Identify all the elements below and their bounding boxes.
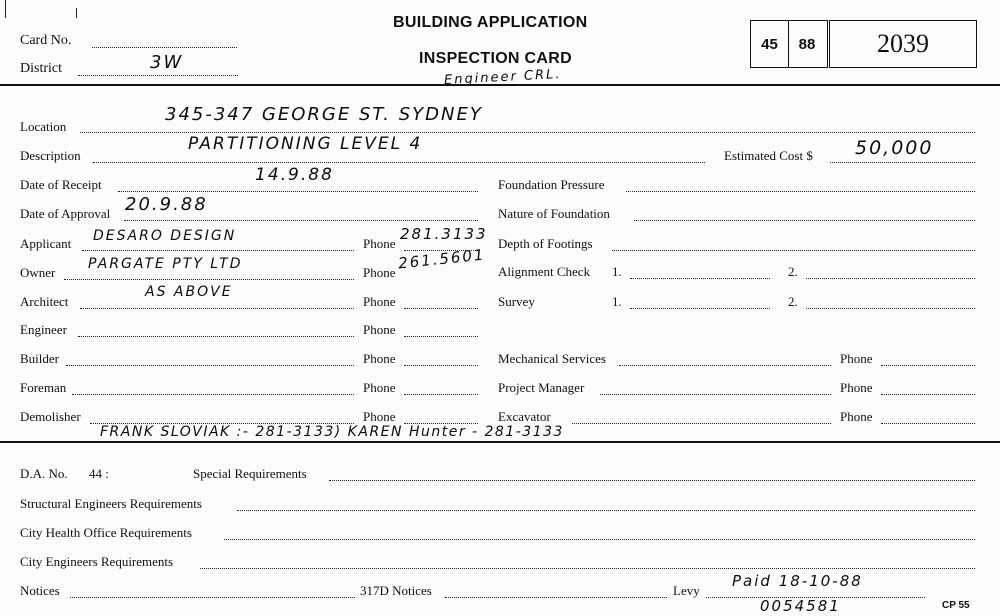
owner-phone-value: 261.5601 — [397, 245, 487, 273]
builder-label: Builder — [20, 351, 59, 366]
excavator-phone-label: Phone — [840, 409, 873, 424]
structural-engineers-label: Structural Engineers Requirements — [20, 496, 202, 511]
excavator-dots — [572, 423, 831, 424]
special-requirements-label: Special Requirements — [193, 466, 307, 481]
estimated-cost-label: Estimated Cost $ — [724, 148, 813, 163]
excavator-phone-dots — [881, 423, 975, 424]
project-manager-label: Project Manager — [498, 380, 585, 395]
card-no-label: Card No. — [20, 33, 72, 48]
notices-317d-label: 317D Notices — [360, 583, 432, 598]
levy-label: Levy — [673, 583, 700, 598]
alignment-check-1-dots — [630, 278, 770, 279]
engineer-dots — [78, 336, 354, 337]
date-of-receipt-label: Date of Receipt — [20, 177, 102, 192]
card-number-box: 2039 — [829, 20, 977, 68]
builder-dots — [66, 365, 354, 366]
foreman-dots — [72, 394, 354, 395]
mechanical-services-dots — [619, 365, 831, 366]
mechanical-services-label: Mechanical Services — [498, 351, 606, 366]
applicant-phone-label: Phone — [363, 236, 396, 251]
survey-2: 2. — [788, 294, 798, 309]
architect-value: AS ABOVE — [145, 284, 233, 300]
pen-mark — [76, 8, 77, 18]
owner-label: Owner — [20, 265, 56, 280]
survey-2-dots — [806, 308, 975, 309]
applicant-value: DESARO DESIGN — [93, 228, 237, 244]
survey-label: Survey — [498, 294, 535, 309]
nature-of-foundation-dots — [634, 220, 975, 221]
notices-317d-dots — [445, 597, 667, 598]
foreman-label: Foreman — [20, 380, 67, 395]
description-label: Description — [20, 148, 81, 163]
page-subtitle: INSPECTION CARD — [419, 50, 572, 67]
card-no-dots — [92, 47, 237, 48]
receipt-number: 0054581 — [760, 597, 841, 615]
city-engineers-label: City Engineers Requirements — [20, 554, 174, 569]
city-health-dots — [224, 539, 975, 540]
architect-phone-label: Phone — [363, 294, 396, 309]
engineer-phone-label: Phone — [363, 322, 396, 337]
survey-1-dots — [630, 308, 770, 309]
da-no-label: D.A. No. — [20, 466, 68, 481]
architect-dots — [80, 308, 354, 309]
applicant-phone-value: 281.3133 — [400, 225, 488, 243]
description-dots — [93, 162, 705, 163]
form-code: CP 55 — [942, 600, 970, 611]
survey-1: 1. — [612, 294, 622, 309]
engineer-label: Engineer — [20, 322, 67, 337]
foreman-phone-label: Phone — [363, 380, 396, 395]
engineer-phone-dots — [404, 336, 478, 337]
owner-phone-label: Phone — [363, 265, 396, 280]
notices-dots — [70, 597, 355, 598]
estimated-cost-dots — [830, 162, 975, 163]
mechanical-phone-label: Phone — [840, 351, 873, 366]
alignment-check-2-dots — [806, 278, 975, 279]
nature-of-foundation-label: Nature of Foundation — [498, 206, 610, 221]
builder-phone-dots — [404, 365, 478, 366]
location-label: Location — [20, 119, 67, 134]
date-of-approval-value: 20.9.88 — [125, 194, 208, 215]
section-rule — [0, 441, 1000, 443]
project-manager-phone-label: Phone — [840, 380, 873, 395]
applicant-dots — [82, 250, 354, 251]
demolisher-phone-label: Phone — [363, 409, 396, 424]
description-value: PARTITIONING LEVEL 4 — [188, 134, 423, 154]
foundation-pressure-dots — [626, 191, 975, 192]
foundation-pressure-label: Foundation Pressure — [498, 177, 605, 192]
card-code-box-1: 45 — [750, 20, 789, 68]
excavator-label: Excavator — [498, 409, 551, 424]
notices-label: Notices — [20, 583, 60, 598]
date-of-receipt-dots — [118, 191, 478, 192]
owner-value: PARGATE PTY LTD — [88, 256, 243, 272]
date-of-receipt-value: 14.9.88 — [255, 165, 334, 185]
owner-dots — [64, 279, 354, 280]
city-health-label: City Health Office Requirements — [20, 525, 192, 540]
city-engineers-dots — [200, 568, 975, 569]
builder-phone-label: Phone — [363, 351, 396, 366]
card-code-box-2: 88 — [787, 20, 828, 68]
header-rule — [0, 84, 1000, 86]
da-no-value: 44 : — [89, 466, 109, 481]
depth-of-footings-dots — [612, 250, 975, 251]
structural-engineers-dots — [237, 510, 975, 511]
district-label: District — [20, 61, 62, 76]
alignment-check-2: 2. — [788, 264, 798, 279]
estimated-cost-value: 50,000 — [855, 137, 934, 159]
project-manager-phone-dots — [881, 394, 975, 395]
applicant-label: Applicant — [20, 236, 72, 251]
alignment-check-label: Alignment Check — [498, 264, 591, 279]
location-dots — [80, 132, 975, 133]
page-title: BUILDING APPLICATION — [393, 14, 588, 31]
district-dots — [78, 75, 238, 76]
mechanical-phone-dots — [881, 365, 975, 366]
contact-note: FRANK SLOVIAK :- 281-3133) KAREN Hunter - 281-3133 — [100, 424, 564, 440]
depth-of-footings-label: Depth of Footings — [498, 236, 593, 251]
location-value: 345-347 GEORGE ST. SYDNEY — [165, 104, 483, 125]
special-requirements-dots — [329, 480, 975, 481]
architect-label: Architect — [20, 294, 69, 309]
demolisher-label: Demolisher — [20, 409, 81, 424]
foreman-phone-dots — [404, 394, 478, 395]
date-of-approval-dots — [124, 220, 478, 221]
project-manager-dots — [600, 394, 831, 395]
pen-mark — [5, 0, 6, 18]
engineer-note: Engineer CRL. — [443, 66, 562, 89]
date-of-approval-label: Date of Approval — [20, 206, 111, 221]
alignment-check-1: 1. — [612, 264, 622, 279]
district-value: 3W — [150, 52, 184, 73]
levy-value: Paid 18-10-88 — [732, 572, 863, 590]
architect-phone-dots — [404, 308, 478, 309]
